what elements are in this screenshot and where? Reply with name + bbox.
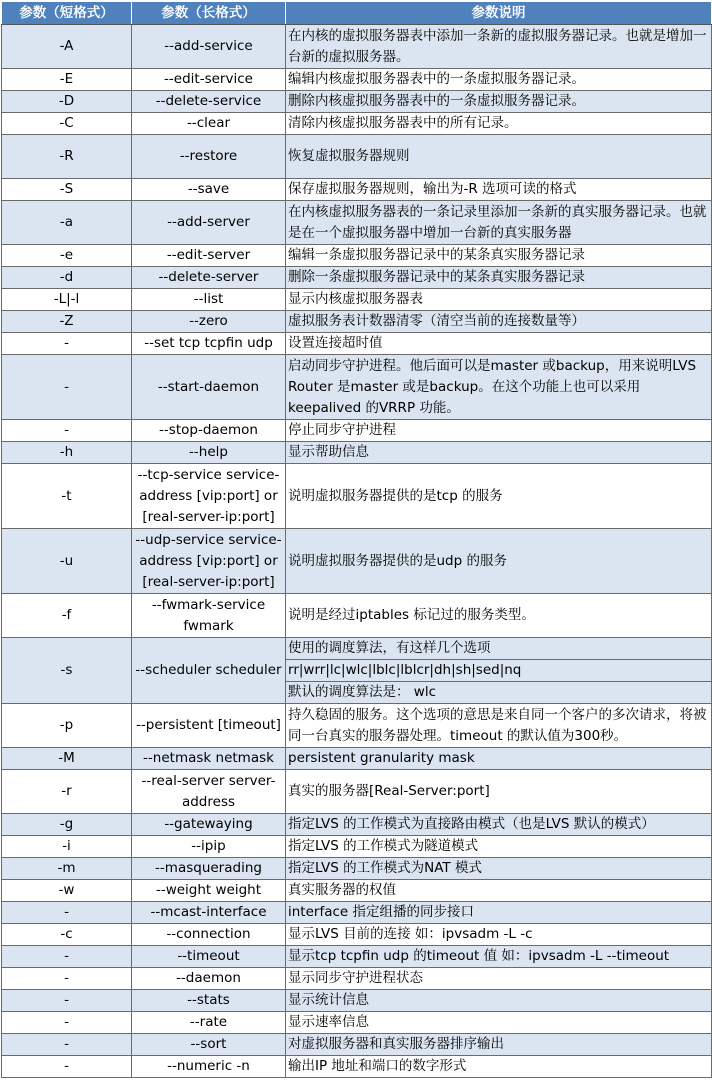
- long-option: --gatewaying: [132, 814, 286, 836]
- long-option: --scheduler scheduler: [132, 638, 286, 704]
- option-description: 设置连接超时值: [286, 333, 712, 355]
- long-option: --ipip: [132, 836, 286, 858]
- long-option: --masquerading: [132, 858, 286, 880]
- default-scheduler-note: 默认的调度算法是： wlc: [286, 682, 712, 704]
- short-option: -: [2, 355, 132, 420]
- short-option: -: [2, 946, 132, 968]
- table-row: [2, 902, 712, 924]
- long-option: --timeout: [132, 946, 286, 968]
- long-option: --daemon: [132, 968, 286, 990]
- long-option: --fwmark-service fwmark: [132, 594, 286, 638]
- scheduler-algorithm-list: rr|wrr|lc|wlc|lblc|lblcr|dh|sh|sed|nq: [286, 660, 712, 682]
- table-row: [2, 594, 712, 638]
- header-long-format: 参数（长格式）: [132, 2, 286, 25]
- long-option: --set tcp tcpfin udp: [132, 333, 286, 355]
- ipvsadm-options-table: [1, 1, 712, 1078]
- long-option: --edit-service: [132, 69, 286, 91]
- table-row: [2, 836, 712, 858]
- short-option: -m: [2, 858, 132, 880]
- long-option: --add-service: [132, 25, 286, 69]
- option-description: 停止同步守护进程: [286, 420, 712, 442]
- option-description: 显示帮助信息: [286, 442, 712, 464]
- short-option: -w: [2, 880, 132, 902]
- short-option: -R: [2, 135, 132, 179]
- header-description: 参数说明: [286, 2, 712, 25]
- option-description: 启动同步守护进程。他后面可以是master 或backup，用来说明LVS Router 是master 或是backup。在这个功能上也可以采用keepalived 的VRRP 功能。: [286, 355, 712, 420]
- option-description: 输出IP 地址和端口的数字形式: [286, 1056, 712, 1078]
- short-option: -s: [2, 638, 132, 704]
- option-description: 使用的调度算法，有这样几个选项: [286, 638, 712, 660]
- long-option: --persistent [timeout]: [132, 704, 286, 748]
- option-description: 在内核的虚拟服务器表中添加一条新的虚拟服务器记录。也就是增加一台新的虚拟服务器。: [286, 25, 712, 69]
- long-option: --numeric -n: [132, 1056, 286, 1078]
- short-option: -t: [2, 464, 132, 529]
- long-option: --stats: [132, 990, 286, 1012]
- short-option: -i: [2, 836, 132, 858]
- short-option: -r: [2, 770, 132, 814]
- option-description: 指定LVS 的工作模式为NAT 模式: [286, 858, 712, 880]
- option-description: 真实的服务器[Real-Server:port]: [286, 770, 712, 814]
- table-row: [2, 1012, 712, 1034]
- long-option: --start-daemon: [132, 355, 286, 420]
- table-row: [2, 880, 712, 902]
- table-row: [2, 968, 712, 990]
- option-description: 在内核虚拟服务器表的一条记录里添加一条新的真实服务器记录。也就是在一个虚拟服务器中增加一台新的真实服务器: [286, 201, 712, 245]
- option-description: 清除内核虚拟服务器表中的所有记录。: [286, 113, 712, 135]
- table-row: [2, 333, 712, 355]
- long-option: --save: [132, 179, 286, 201]
- table-row: [2, 1056, 712, 1078]
- table-row: [2, 529, 712, 594]
- long-option: --connection: [132, 924, 286, 946]
- short-option: -D: [2, 91, 132, 113]
- short-option: -g: [2, 814, 132, 836]
- option-description: 指定LVS 的工作模式为直接路由模式（也是LVS 默认的模式）: [286, 814, 712, 836]
- option-description: 编辑内核虚拟服务器表中的一条虚拟服务器记录。: [286, 69, 712, 91]
- option-description: 删除内核虚拟服务器表中的一条虚拟服务器记录。: [286, 91, 712, 113]
- table-row: [2, 704, 712, 748]
- short-option: -: [2, 1056, 132, 1078]
- long-option: --add-server: [132, 201, 286, 245]
- table-row: [2, 990, 712, 1012]
- short-option: -: [2, 902, 132, 924]
- short-option: -M: [2, 748, 132, 770]
- short-option: -E: [2, 69, 132, 91]
- option-description: 显示统计信息: [286, 990, 712, 1012]
- long-option: --mcast-interface: [132, 902, 286, 924]
- option-description: 说明虚拟服务器提供的是udp 的服务: [286, 529, 712, 594]
- table-row: [2, 267, 712, 289]
- option-description: 持久稳固的服务。这个选项的意思是来自同一个客户的多次请求，将被同一台真实的服务器处理。timeout 的默认值为300秒。: [286, 704, 712, 748]
- long-option: --restore: [132, 135, 286, 179]
- short-option: -: [2, 1012, 132, 1034]
- long-option: --help: [132, 442, 286, 464]
- short-option: -e: [2, 245, 132, 267]
- long-option: --sort: [132, 1034, 286, 1056]
- short-option: -u: [2, 529, 132, 594]
- table-row: [2, 442, 712, 464]
- table-row: [2, 814, 712, 836]
- table-row: [2, 289, 712, 311]
- short-option: -d: [2, 267, 132, 289]
- table-row: [2, 25, 712, 69]
- long-option: --udp-service service-address [vip:port] or [real-server-ip:port]: [132, 529, 286, 594]
- long-option: --tcp-service service-address [vip:port] or [real-server-ip:port]: [132, 464, 286, 529]
- table-row: [2, 748, 712, 770]
- table-row: [2, 355, 712, 420]
- table-row: [2, 638, 712, 660]
- option-description: 说明是经过iptables 标记过的服务类型。: [286, 594, 712, 638]
- short-option: -a: [2, 201, 132, 245]
- short-option: -h: [2, 442, 132, 464]
- long-option: --weight weight: [132, 880, 286, 902]
- option-description: 说明虚拟服务器提供的是tcp 的服务: [286, 464, 712, 529]
- option-description: interface 指定组播的同步接口: [286, 902, 712, 924]
- table-row: [2, 770, 712, 814]
- option-description: 显示速率信息: [286, 1012, 712, 1034]
- table-row: [2, 858, 712, 880]
- option-description: 显示内核虚拟服务器表: [286, 289, 712, 311]
- short-option: -: [2, 990, 132, 1012]
- long-option: --list: [132, 289, 286, 311]
- long-option: --delete-service: [132, 91, 286, 113]
- long-option: --zero: [132, 311, 286, 333]
- short-option: -C: [2, 113, 132, 135]
- option-description: 显示LVS 目前的连接 如：ipvsadm -L -c: [286, 924, 712, 946]
- option-description: 虚拟服务表计数器清零（清空当前的连接数量等）: [286, 311, 712, 333]
- option-description: 显示同步守护进程状态: [286, 968, 712, 990]
- table-row: [2, 946, 712, 968]
- header-row: [2, 2, 712, 25]
- option-description: persistent granularity mask: [286, 748, 712, 770]
- table-row: [2, 924, 712, 946]
- option-description: 显示tcp tcpfin udp 的timeout 值 如：ipvsadm -L --timeout: [286, 946, 712, 968]
- short-option: -f: [2, 594, 132, 638]
- short-option: -S: [2, 179, 132, 201]
- short-option: -: [2, 420, 132, 442]
- option-description: 指定LVS 的工作模式为隧道模式: [286, 836, 712, 858]
- table-row: [2, 91, 712, 113]
- header-short-format: 参数（短格式）: [2, 2, 132, 25]
- long-option: --edit-server: [132, 245, 286, 267]
- short-option: -c: [2, 924, 132, 946]
- option-description: 编辑一条虚拟服务器记录中的某条真实服务器记录: [286, 245, 712, 267]
- table-row: [2, 135, 712, 179]
- option-description: 保存虚拟服务器规则，输出为-R 选项可读的格式: [286, 179, 712, 201]
- option-description: 真实服务器的权值: [286, 880, 712, 902]
- table-row: [2, 311, 712, 333]
- long-option: --clear: [132, 113, 286, 135]
- option-description: 对虚拟服务器和真实服务器排序输出: [286, 1034, 712, 1056]
- long-option: --delete-server: [132, 267, 286, 289]
- long-option: --real-server server-address: [132, 770, 286, 814]
- long-option: --rate: [132, 1012, 286, 1034]
- short-option: -: [2, 1034, 132, 1056]
- short-option: -p: [2, 704, 132, 748]
- table-row: [2, 179, 712, 201]
- table-row: [2, 69, 712, 91]
- table-row: [2, 113, 712, 135]
- long-option: --netmask netmask: [132, 748, 286, 770]
- short-option: -A: [2, 25, 132, 69]
- short-option: -: [2, 333, 132, 355]
- long-option: --stop-daemon: [132, 420, 286, 442]
- table-row: [2, 420, 712, 442]
- short-option: -Z: [2, 311, 132, 333]
- option-description: 恢复虚拟服务器规则: [286, 135, 712, 179]
- short-option: -: [2, 968, 132, 990]
- table-row: [2, 201, 712, 245]
- table-row: [2, 464, 712, 529]
- short-option: -L|-l: [2, 289, 132, 311]
- option-description: 删除一条虚拟服务器记录中的某条真实服务器记录: [286, 267, 712, 289]
- table-row: [2, 245, 712, 267]
- table-row: [2, 1034, 712, 1056]
